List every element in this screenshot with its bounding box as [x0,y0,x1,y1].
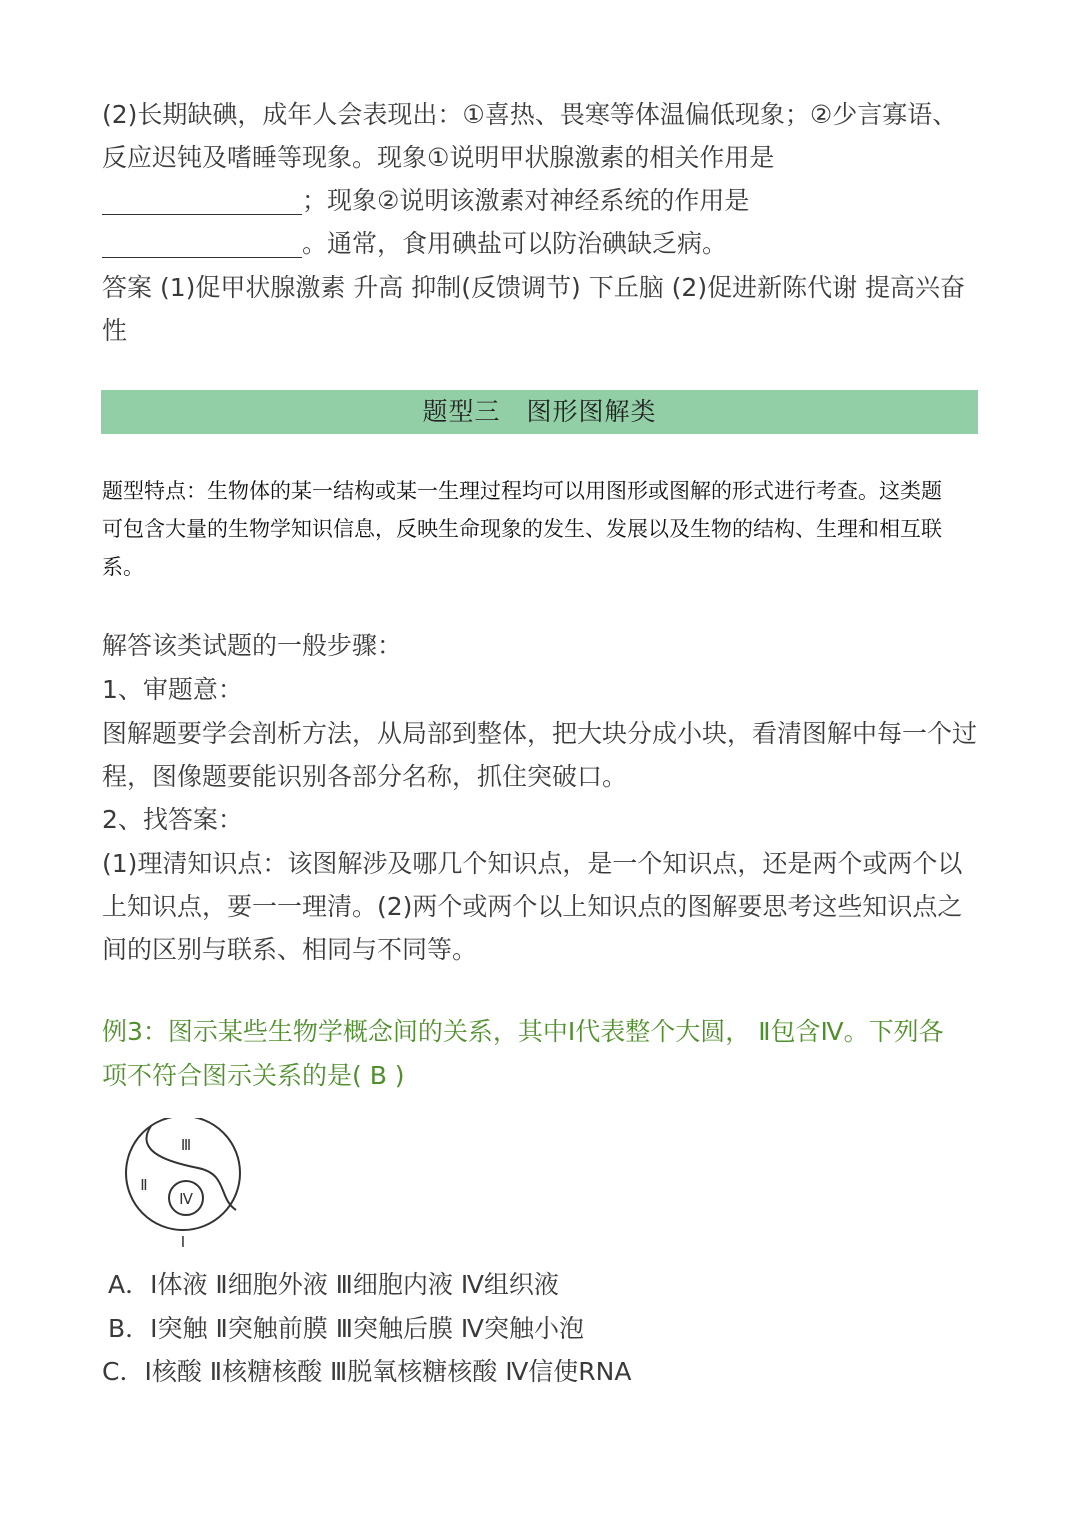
concept-diagram [118,1118,258,1253]
question-2-line-3 [102,186,749,216]
answer-line-1: 答案 (1)促甲状腺激素 升高 抑制(反馈调节) 下丘脑 (2)促进新陈代谢 提高兴奋 [102,273,966,302]
question-2-line-1: (2)长期缺碘，成年人会表现出：①喜热、畏寒等体温偏低现象；②少言寡语、 [102,100,958,129]
step-1-line-2: 程，图像题要能识别各部分名称，抓住突破口。 [102,762,628,791]
question-2-line-4-text: 。通常，食用碘盐可以防治碘缺乏病。 [302,229,728,258]
section-banner [101,390,978,434]
answer-line-2: 性 [102,316,128,345]
label-4: Ⅳ [179,1192,193,1208]
answer-blank-2 [102,233,302,258]
steps-intro: 解答该类试题的一般步骤： [102,631,403,660]
step-2-line-2: 上知识点，要一一理清。(2)两个或两个以上知识点的图解要思考这些知识点之 [102,892,963,921]
label-3: Ⅲ [180,1138,192,1154]
feature-line-3: 系。 [102,555,144,579]
answer-blank-1 [102,190,302,215]
question-2-line-4 [102,229,727,259]
example-3-line-2: 项不符合图示关系的是( B ) [102,1061,405,1090]
step-2-line-3: 间的区别与联系、相同与不同等。 [102,935,478,964]
question-2-line-3-text: ；现象②说明该激素对神经系统的作用是 [302,186,750,215]
step-2-title: 2、找答案： [102,805,243,834]
section-title: 题型三 图形图解类 [422,397,657,426]
label-1: Ⅰ [180,1235,186,1251]
outer-circle [126,1118,240,1230]
feature-line-2: 可包含大量的生物学知识信息，反映生命现象的发生、发展以及生物的结构、生理和相互联 [102,517,942,541]
option-a: A．Ⅰ体液 Ⅱ细胞外液 Ⅲ细胞内液 Ⅳ组织液 [108,1270,559,1299]
option-c: C．Ⅰ核酸 Ⅱ核糖核酸 Ⅲ脱氧核糖核酸 Ⅳ信使RNA [102,1357,632,1386]
feature-line-1: 题型特点：生物体的某一结构或某一生理过程均可以用图形或图解的形式进行考查。这类题 [102,479,942,503]
step-1-line-1: 图解题要学会剖析方法，从局部到整体，把大块分成小块，看清图解中每一个过 [102,719,978,748]
label-2: Ⅱ [140,1178,148,1194]
step-1-title: 1、审题意： [102,675,243,704]
step-2-line-1: (1)理清知识点：该图解涉及哪几个知识点，是一个知识点，还是两个或两个以 [102,849,963,878]
example-3-line-1: 例3：图示某些生物学概念间的关系，其中Ⅰ代表整个大圆， Ⅱ包含Ⅳ。下列各 [102,1017,944,1046]
option-b: B．Ⅰ突触 Ⅱ突触前膜 Ⅲ突触后膜 Ⅳ突触小泡 [108,1314,584,1343]
question-2-line-2: 反应迟钝及嗜睡等现象。现象①说明甲状腺激素的相关作用是 [102,143,775,172]
